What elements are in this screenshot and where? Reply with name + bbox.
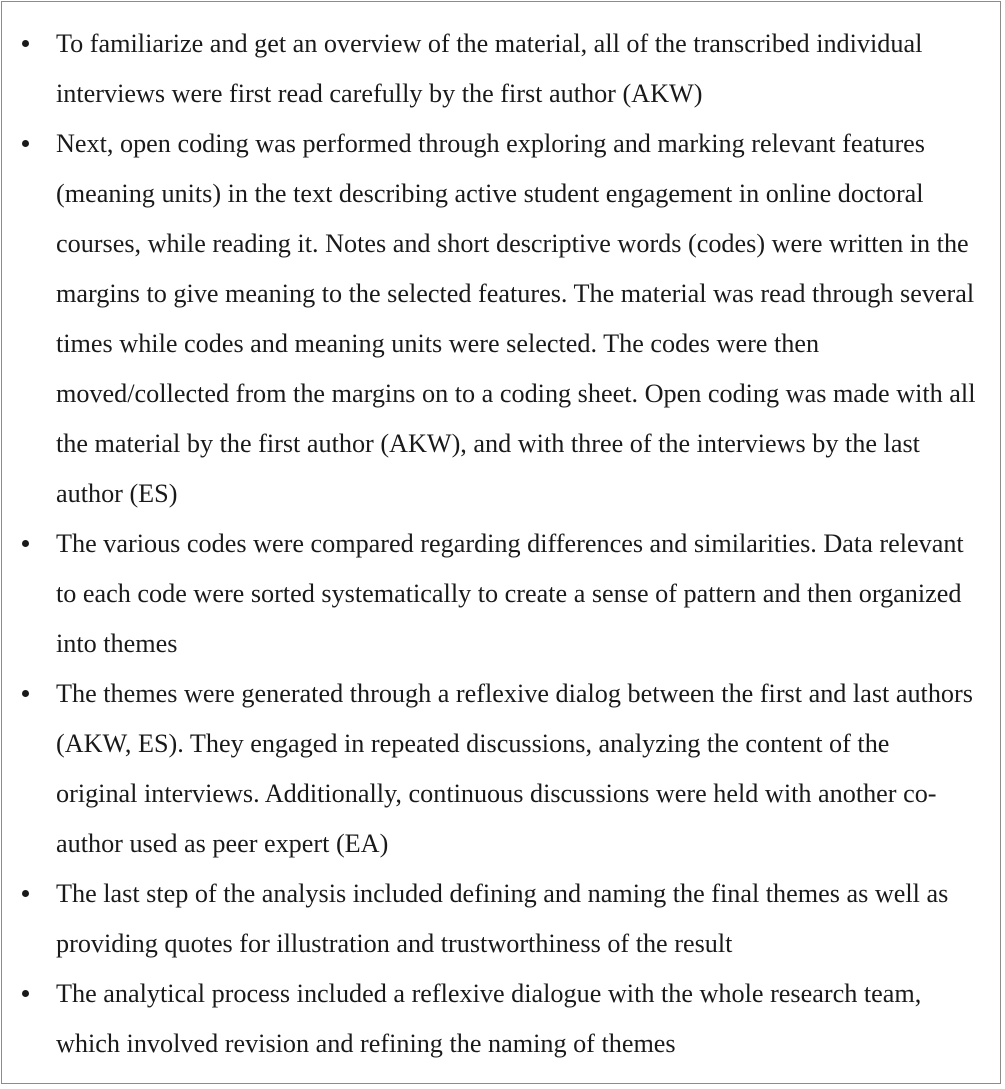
step-text: The analytical process included a reflexive dialogue with the whole research team, which involved revision and refining the naming of themes [56,979,922,1058]
list-item-step-3 [2,519,1000,669]
list-item-step-4 [2,669,1000,869]
list-item-step-5 [2,869,1000,969]
step-text: Next, open coding was performed through exploring and marking relevant features (meaning units) in the text describing active student engagement in online doctoral courses, while reading it. Notes and short descriptive words (codes) were written in the margins to give meaning to the selected features. The material was read through several times while codes and meaning units were selected. The codes were then moved/collected from the margins on to a coding sheet. Open coding was made with all the material by the first author (AKW), and with three of the interviews by the last author (ES) [56,129,976,508]
bullet-icon [22,40,29,47]
list-item-step-6 [2,969,1000,1069]
step-text: The various codes were compared regarding differences and similarities. Data relevant to each code were sorted systematically to create a sense of pattern and then organized into themes [56,529,964,658]
step-text: The themes were generated through a reflexive dialog between the first and last authors (AKW, ES). They engaged in repeated discussions, analyzing the content of the original interviews. Additionally, continuous discussions were held with another co-author used as peer expert (EA) [56,679,973,858]
step-text: To familiarize and get an overview of the material, all of the transcribed individual interviews were first read carefully by the first author (AKW) [56,29,923,108]
bullet-icon [22,990,29,997]
list-item-step-1 [2,19,1000,119]
bullet-icon [22,890,29,897]
list-item-step-2 [2,119,1000,519]
analysis-steps-box [1,1,1001,1084]
bullet-icon [22,140,29,147]
analysis-steps-list [2,19,1000,1069]
bullet-icon [22,540,29,547]
bullet-icon [22,690,29,697]
step-text: The last step of the analysis included defining and naming the final themes as well as providing quotes for illustration and trustworthiness of the result [56,879,949,958]
